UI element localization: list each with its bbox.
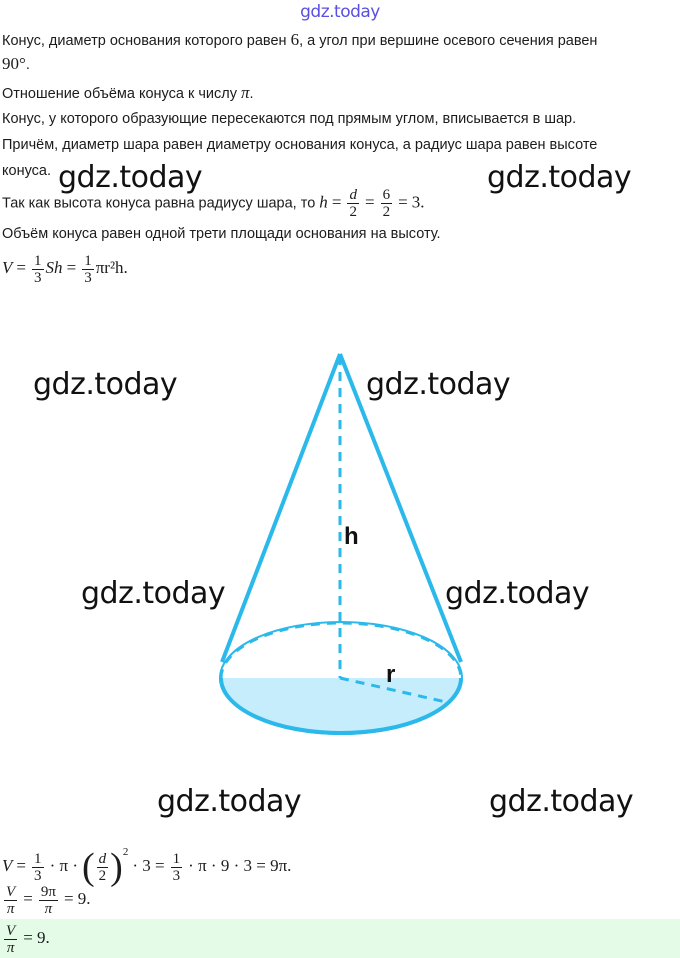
eq-sign: =: [398, 192, 408, 212]
watermark: gdz.today: [33, 367, 178, 402]
task-text-1-tail: , а угол при вершине осевого сечения равен: [299, 33, 598, 49]
frac-den-pi: π: [44, 900, 53, 917]
watermark: gdz.today: [487, 160, 632, 195]
frac-den-pi: π: [6, 900, 15, 917]
watermark: gdz.today: [157, 784, 302, 819]
volume-formula: [2, 248, 128, 289]
task-line-3: [2, 84, 254, 103]
watermark: gdz.today: [366, 367, 511, 402]
site-watermark-top: gdz.today: [300, 2, 380, 22]
watermark: gdz.today: [81, 576, 226, 611]
task-text-2-tail: .: [25, 57, 30, 73]
eq-sign: =: [23, 889, 33, 908]
frac-num-d: d: [349, 187, 357, 203]
fraction-1-over-3: [32, 253, 44, 286]
cone-left-edge: [222, 354, 340, 662]
frac-num: 1: [172, 850, 181, 867]
fraction-6-over-2: [381, 187, 393, 220]
fraction-1-over-3: [32, 851, 44, 884]
solution-line-2: Причём, диаметр шара равен диаметру основания конуса, а радиус шара равен высоте: [2, 137, 598, 153]
frac-den: 2: [349, 204, 357, 220]
fraction-d-over-2: [347, 187, 359, 220]
frac-den: 3: [34, 269, 42, 286]
paren-close: ): [110, 846, 123, 889]
frac-den: 3: [84, 269, 92, 286]
paren-open: (: [82, 846, 95, 889]
frac-den: 2: [382, 204, 391, 220]
exponent: 2: [122, 846, 129, 858]
solution-line-3: конуса.: [2, 163, 52, 179]
watermark: gdz.today: [445, 576, 590, 611]
pi-r2-h-term: πr²h.: [95, 258, 128, 277]
frac-den: 3: [34, 867, 42, 884]
watermark: gdz.today: [489, 784, 634, 819]
answer-line: [2, 919, 50, 958]
radius-label: r: [386, 661, 396, 688]
pi-symbol: π: [241, 83, 250, 102]
task-line-2: [2, 55, 30, 74]
frac-num: 6: [382, 187, 391, 203]
angle-value: 90°: [2, 54, 26, 73]
fraction-v-over-pi: [4, 923, 17, 956]
watermark: gdz.today: [58, 160, 203, 195]
ratio-value: = 9.: [63, 889, 91, 908]
fraction-v-over-pi: [4, 884, 17, 917]
answer-value: = 9.: [23, 928, 50, 947]
frac-num-v: V: [6, 922, 16, 939]
answer-box: [0, 919, 680, 958]
calc-tail: · 3 =: [132, 856, 165, 875]
height-label: h: [344, 523, 359, 550]
height-result: 3.: [411, 192, 425, 212]
eq-sign: =: [331, 192, 342, 212]
eq-sign: =: [16, 258, 27, 277]
cone-base-front: [221, 678, 461, 733]
ratio-calculation: [2, 880, 91, 919]
fraction-9pi-over-pi: [39, 884, 58, 917]
frac-num: 1: [34, 252, 42, 269]
frac-num-d: d: [98, 850, 107, 867]
task-text-3: Отношение объёма конуса к числу: [2, 86, 237, 102]
calc-result: · π · 9 · 3 = 9π.: [188, 856, 292, 875]
frac-den-pi: π: [6, 939, 15, 956]
volume-text-line: Объём конуса равен одной трети площади основания на высоту.: [2, 226, 441, 242]
eq-sign: =: [16, 856, 27, 875]
task-text-3-tail: .: [249, 86, 254, 102]
height-formula-text: Так как высота конуса равна радиусу шара, то: [2, 195, 316, 212]
frac-num: 1: [84, 252, 92, 269]
frac-num: 9π: [40, 883, 56, 900]
calc-mid: · π ·: [49, 856, 78, 875]
eq-sign: =: [364, 192, 375, 212]
frac-num: 1: [34, 850, 42, 867]
task-text-1: Конус, диаметр основания которого равен: [2, 33, 287, 49]
task-line-1: [2, 31, 597, 50]
volume-var: V: [2, 856, 13, 875]
height-var: h: [319, 192, 328, 212]
fraction-d-over-2: [97, 851, 109, 884]
frac-den: 2: [98, 867, 107, 884]
solution-line-1: Конус, у которого образующие пересекаются под прямым углом, вписывается в шар.: [2, 111, 577, 127]
frac-den: 3: [172, 867, 181, 884]
eq-sign: =: [66, 258, 77, 277]
diameter-value: 6: [290, 30, 300, 49]
frac-num-v: V: [6, 883, 16, 900]
fraction-1-over-3: [82, 253, 94, 286]
sh-term: Sh: [45, 258, 63, 277]
volume-var: V: [2, 258, 13, 277]
fraction-1-over-3: [171, 851, 183, 884]
